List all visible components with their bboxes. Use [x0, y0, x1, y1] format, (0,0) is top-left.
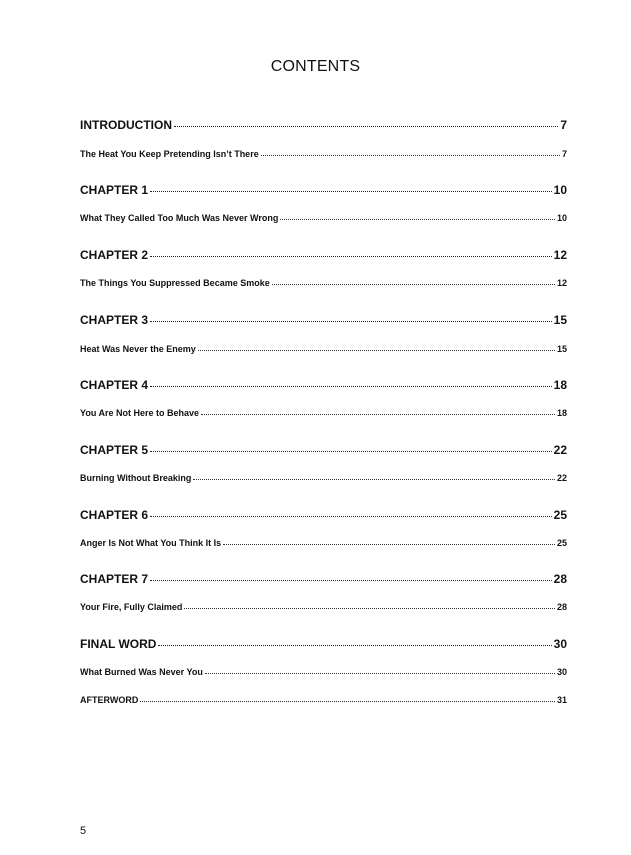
toc-entry-introduction[interactable] [80, 118, 567, 132]
dot-leader [150, 386, 552, 387]
toc-entry-title: CHAPTER 6 [80, 508, 149, 522]
toc-entry-title: CHAPTER 1 [80, 183, 149, 197]
toc-entry-page: 12 [553, 248, 567, 262]
toc-entry-chapter-3[interactable] [80, 313, 567, 327]
toc-entry-chapter-2[interactable] [80, 248, 567, 262]
toc-entry-chapter-5[interactable] [80, 443, 567, 457]
dot-leader [280, 219, 555, 220]
toc-entry-final-word[interactable] [80, 637, 567, 651]
dot-leader [198, 350, 555, 351]
toc-entry-page: 22 [556, 473, 567, 483]
toc-entry-subtitle[interactable] [80, 473, 567, 483]
dot-leader [201, 414, 555, 415]
toc-entry-title: The Heat You Keep Pretending Isn’t There [80, 149, 259, 159]
toc-entry-subtitle[interactable] [80, 344, 567, 354]
toc-entry-title: The Things You Suppressed Became Smoke [80, 278, 270, 288]
page-title: CONTENTS [270, 58, 361, 75]
toc-entry-subtitle[interactable] [80, 278, 567, 288]
dot-leader [150, 191, 552, 192]
toc-entry-title: CHAPTER 2 [80, 248, 149, 262]
toc-entry-subtitle[interactable] [80, 213, 567, 223]
toc-entry-title: INTRODUCTION [80, 118, 172, 132]
toc-entry-subtitle[interactable] [80, 602, 567, 612]
dot-leader [272, 284, 555, 285]
toc-entry-title: CHAPTER 4 [80, 378, 149, 392]
dot-leader [158, 645, 551, 646]
toc-entry-page: 31 [556, 695, 567, 705]
toc-entry-subtitle[interactable] [80, 408, 567, 418]
toc-entry-title: CHAPTER 7 [80, 572, 149, 586]
toc-entry-title: CHAPTER 5 [80, 443, 149, 457]
toc-entry-title: AFTERWORD [80, 695, 139, 705]
dot-leader [261, 155, 560, 156]
toc-entry-page: 30 [553, 637, 567, 651]
dot-leader [223, 544, 555, 545]
dot-leader [150, 256, 552, 257]
toc-entry-subtitle[interactable] [80, 149, 567, 159]
dot-leader [184, 608, 555, 609]
toc-entry-page: 10 [553, 183, 567, 197]
toc-entry-page: 18 [553, 378, 567, 392]
toc-entry-page: 10 [556, 213, 567, 223]
toc-entry-title: CHAPTER 3 [80, 313, 149, 327]
dot-leader [150, 580, 552, 581]
dot-leader [150, 451, 552, 452]
toc-entry-page: 28 [553, 572, 567, 586]
dot-leader [140, 701, 555, 702]
toc-entry-page: 30 [556, 667, 567, 677]
toc-entry-title: What Burned Was Never You [80, 667, 203, 677]
toc-entry-page: 28 [556, 602, 567, 612]
toc-entry-page: 25 [556, 538, 567, 548]
toc-entry-title: Burning Without Breaking [80, 473, 192, 483]
toc-entry-page: 15 [556, 344, 567, 354]
toc-entry-page: 22 [553, 443, 567, 457]
toc-entry-title: FINAL WORD [80, 637, 157, 651]
toc-entry-afterword[interactable] [80, 695, 567, 705]
toc-entry-title: You Are Not Here to Behave [80, 408, 200, 418]
toc-entry-chapter-7[interactable] [80, 572, 567, 586]
dot-leader [150, 516, 552, 517]
toc-entry-subtitle[interactable] [80, 667, 567, 677]
toc-entry-title: What They Called Too Much Was Never Wrong [80, 213, 279, 223]
dot-leader [174, 126, 558, 127]
toc-entry-page: 7 [561, 149, 567, 159]
toc-entry-title: Anger Is Not What You Think It Is [80, 538, 222, 548]
toc-entry-chapter-4[interactable] [80, 378, 567, 392]
toc-entry-page: 7 [560, 118, 567, 132]
toc-entry-page: 25 [553, 508, 567, 522]
dot-leader [205, 673, 555, 674]
toc-entry-chapter-1[interactable] [80, 183, 567, 197]
toc-entry-subtitle[interactable] [80, 538, 567, 548]
toc-entry-chapter-6[interactable] [80, 508, 567, 522]
toc-entry-page: 18 [556, 408, 567, 418]
page-number: 5 [80, 825, 87, 837]
dot-leader [150, 321, 552, 322]
dot-leader [193, 479, 555, 480]
toc-entry-page: 12 [556, 278, 567, 288]
toc-entry-title: Heat Was Never the Enemy [80, 344, 196, 354]
toc-entry-page: 15 [553, 313, 567, 327]
toc-entry-title: Your Fire, Fully Claimed [80, 602, 183, 612]
